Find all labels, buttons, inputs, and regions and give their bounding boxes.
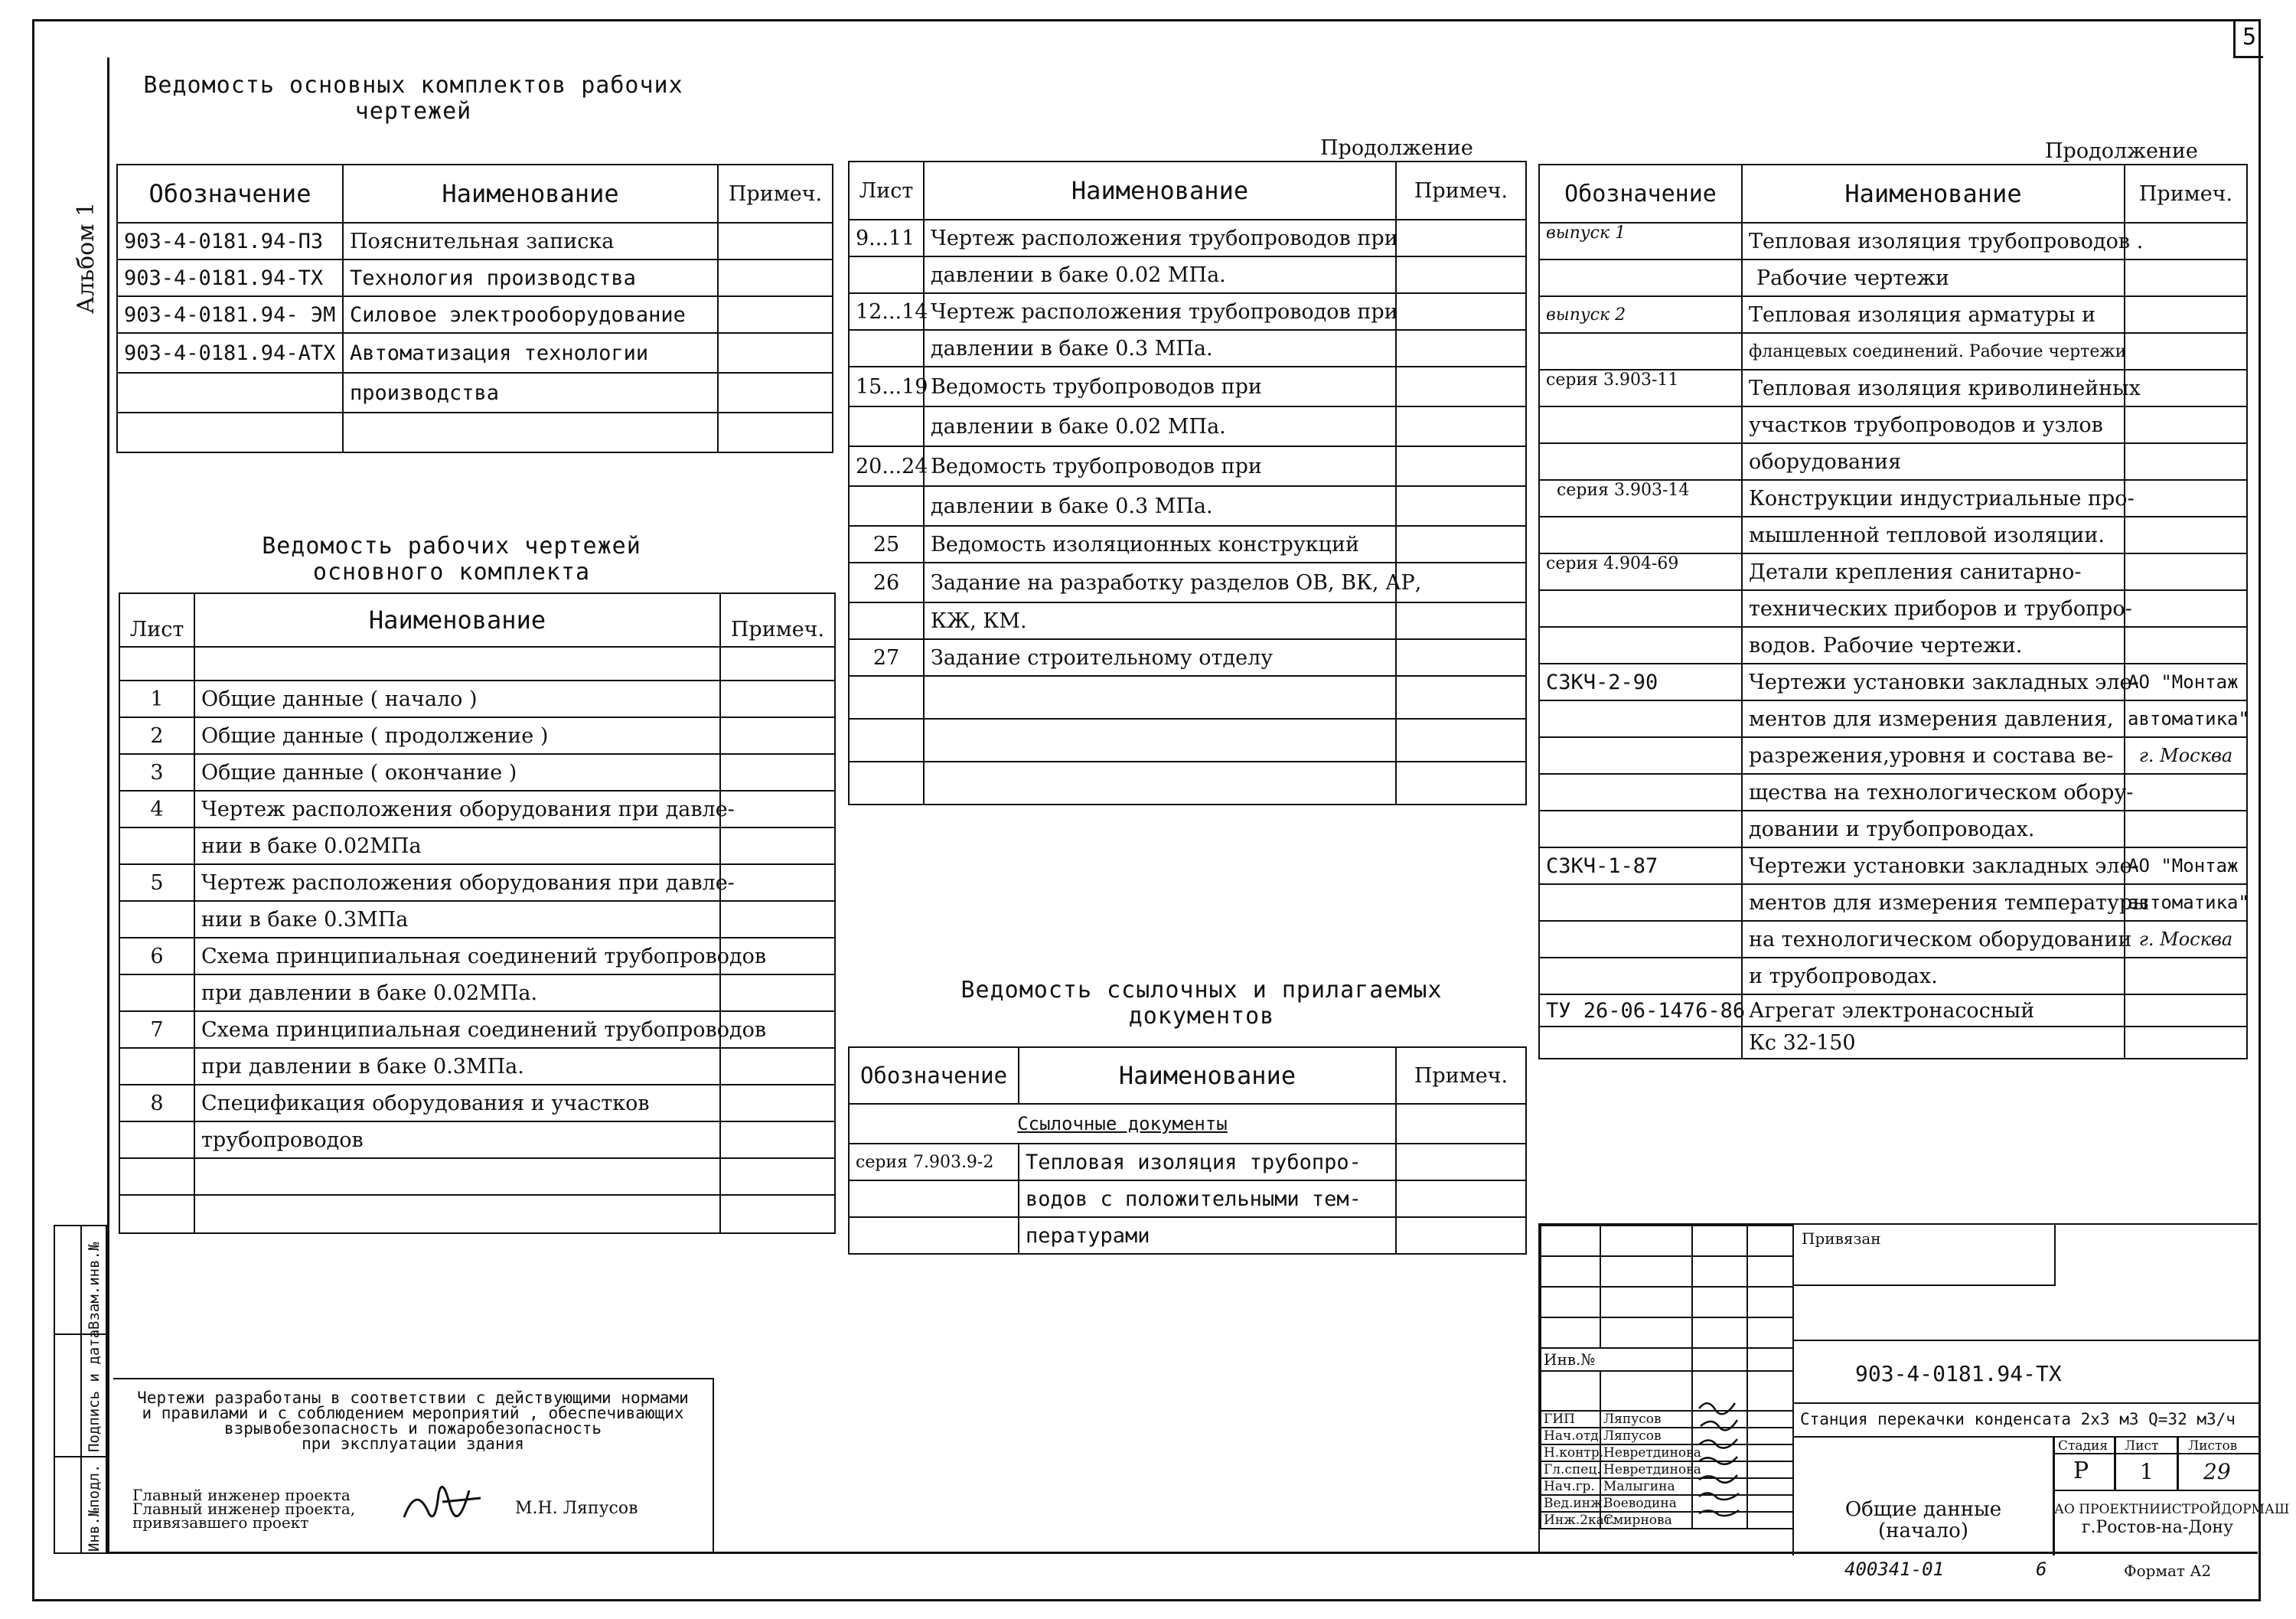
bound-label: Привязан	[1802, 1229, 1881, 1248]
table-cell	[1396, 676, 1526, 719]
table-cell	[194, 1195, 720, 1233]
table-cell	[849, 1217, 1019, 1254]
table-cell	[720, 827, 835, 864]
table-cell: участков трубопроводов и узлов	[1742, 406, 2125, 443]
working-drawings-heading-line2: основного комплекта	[312, 559, 591, 586]
staff-name: Невретдинова	[1600, 1461, 1692, 1478]
table-cell	[720, 901, 835, 938]
table-cell	[119, 647, 194, 681]
table-cell: Общие данные ( начало )	[194, 681, 720, 717]
table-cell	[1396, 1144, 1526, 1180]
table-cell: Тепловая изоляция трубопроводов .	[1742, 223, 2125, 259]
compliance-note	[113, 1378, 714, 1554]
table-cell	[1539, 737, 1742, 774]
staff-name: Невретдинова	[1600, 1444, 1692, 1461]
table-cell	[1396, 406, 1526, 446]
table-cell: водов с положительными тем-	[1019, 1180, 1396, 1217]
table-cell: трубопроводов	[194, 1121, 720, 1158]
reference-docs-heading-line2: документов	[1128, 1003, 1275, 1030]
table-cell	[720, 647, 835, 681]
table-cell: мышленной тепловой изоляции.	[1742, 517, 2125, 553]
basic-sets-heading-line2: чертежей	[354, 98, 472, 125]
table-cell	[2125, 517, 2247, 553]
table-cell: при давлении в баке 0.02МПа.	[194, 974, 720, 1011]
table-cell	[1539, 811, 1742, 847]
table-cell: Чертежи установки закладных эле-	[1742, 847, 2125, 884]
staff-role: Вед.инж.	[1541, 1495, 1600, 1512]
table-cell: г. Москва	[2125, 921, 2247, 958]
table-cell: 4	[119, 791, 194, 827]
table-cell: 15...19	[849, 367, 924, 406]
table-cell	[119, 1048, 194, 1085]
table-cell: Силовое электрооборудование	[343, 296, 718, 333]
table-cell: Общие данные ( окончание )	[194, 754, 720, 791]
table-cell	[720, 864, 835, 901]
organization	[2054, 1500, 2290, 1537]
table-cell	[720, 754, 835, 791]
table-cell	[2125, 223, 2247, 259]
table-cell	[119, 1158, 194, 1195]
table-cell	[718, 333, 833, 373]
table-cell: давлении в баке 0.02 МПа.	[924, 256, 1396, 293]
divider	[1794, 1402, 2261, 1404]
table-cell: 903-4-0181.94- ЭМ	[117, 296, 343, 333]
basic-sets-heading	[107, 73, 719, 125]
col-header-name: Наименование	[194, 593, 720, 647]
table-cell	[849, 406, 924, 446]
table-cell: 1	[119, 681, 194, 717]
table-cell	[2125, 1027, 2247, 1059]
table-cell	[1539, 1027, 1742, 1059]
table-cell	[1396, 639, 1526, 676]
table-cell: 6	[119, 938, 194, 974]
note-line: взрывобезопасность и пожаробезопасность	[223, 1419, 602, 1438]
table-cell: СЗКЧ-2-90	[1539, 664, 1742, 700]
table-cell: КЖ, КМ.	[924, 602, 1396, 639]
divider	[2114, 1436, 2116, 1490]
table-cell: Детали крепления санитарно-	[1742, 553, 2125, 590]
sheet-title	[1794, 1499, 2053, 1542]
table-cell	[720, 974, 835, 1011]
table-cell: 3	[119, 754, 194, 791]
title-block	[1538, 1223, 2290, 1554]
table-cell: 25	[849, 526, 924, 563]
side-stamp-sign: Подпись и дата	[86, 1329, 103, 1452]
col-header-designation: Обозначение	[117, 165, 343, 223]
table-cell	[1539, 406, 1742, 443]
table-cell: давлении в баке 0.3 МПа.	[924, 330, 1396, 367]
stage-header: Стадия	[2058, 1438, 2108, 1454]
side-stamp-repl: Взам.инв.№	[86, 1242, 103, 1330]
table-cell	[1539, 884, 1742, 921]
chief-engineer-name: М.Н. Ляпусов	[515, 1499, 638, 1518]
table-cell	[2125, 480, 2247, 517]
table-cell: автоматика"	[2125, 700, 2247, 737]
chief-engineer-label: Главный инженер проекта	[132, 1486, 351, 1504]
table-cell: АО "Монтаж	[2125, 664, 2247, 700]
table-cell: Агрегат электронасосный	[1742, 994, 2125, 1027]
table-cell: Тепловая изоляция криволинейных	[1742, 370, 2125, 406]
divider	[2177, 1436, 2179, 1490]
table-cell: оборудования	[1742, 443, 2125, 480]
note-line: при эксплуатации здания	[302, 1435, 524, 1453]
sheets-value: 29	[2203, 1459, 2231, 1484]
table-cell	[1396, 1180, 1526, 1217]
reference-docs-heading-line1: Ведомость ссылочных и прилагаемых	[960, 977, 1443, 1004]
table-cell	[849, 1180, 1019, 1217]
table-cell	[1396, 526, 1526, 563]
table-cell: выпуск 1	[1539, 223, 1742, 259]
table-cell	[849, 719, 924, 762]
table-cell: Кс 32-150	[1742, 1027, 2125, 1059]
table-cell	[2125, 774, 2247, 811]
table-cell	[2125, 370, 2247, 406]
table-cell	[2125, 994, 2247, 1027]
table-cell: ТУ 26-06-1476-86	[1539, 994, 1742, 1027]
table-cell	[720, 681, 835, 717]
table-cell: 903-4-0181.94-ТХ	[117, 259, 343, 296]
drawing-code: 903-4-0181.94-ТХ	[1855, 1361, 2062, 1386]
table-cell	[117, 413, 343, 452]
table-cell: и трубопроводах.	[1742, 958, 2125, 994]
table-cell	[2125, 590, 2247, 627]
table-cell: Чертеж расположения оборудования при давле-	[194, 864, 720, 901]
table-cell: Схема принципиальная соединений трубопроводов	[194, 1011, 720, 1048]
copy-number: 6	[2036, 1559, 2047, 1580]
table-cell: водов. Рабочие чертежи.	[1742, 627, 2125, 664]
note-line: и правилами и с соблюдением мероприятий , обеспечивающих	[142, 1404, 684, 1422]
sheet-title-line1: Общие данные	[1844, 1498, 2002, 1521]
table-cell	[718, 223, 833, 259]
signature-grid	[1540, 1225, 1794, 1529]
basic-sets-table	[116, 164, 833, 453]
table-cell	[1396, 1104, 1526, 1144]
col-header-name: Наименование	[924, 162, 1396, 220]
table-cell	[1539, 517, 1742, 553]
table-cell	[924, 762, 1396, 805]
table-cell	[1396, 762, 1526, 805]
col-header-note: Примеч.	[718, 165, 833, 223]
table-cell: 2	[119, 717, 194, 754]
inv-label: Инв.№	[1541, 1348, 1692, 1371]
table-cell	[1396, 1217, 1526, 1254]
table-cell	[1396, 367, 1526, 406]
staff-role: Инж.2кат.	[1541, 1512, 1600, 1529]
staff-role: Нач.отд.	[1541, 1428, 1600, 1444]
table-cell	[194, 647, 720, 681]
table-cell: Автоматизация технологии	[343, 333, 718, 373]
table-cell: производства	[343, 373, 718, 413]
chief-engineer-bound-label-2: привязавшего проект	[132, 1513, 309, 1532]
format-label: Формат А2	[2124, 1562, 2212, 1580]
table-cell: технических приборов и трубопро-	[1742, 590, 2125, 627]
table-cell: пературами	[1019, 1217, 1396, 1254]
table-cell	[1539, 443, 1742, 480]
table-cell	[1539, 921, 1742, 958]
table-cell: Рабочие чертежи	[1742, 259, 2125, 296]
archive-number: 400341-01	[1844, 1559, 1945, 1580]
table-cell: Технология производства	[343, 259, 718, 296]
table-cell	[2125, 443, 2247, 480]
table-cell: Чертежи установки закладных эле-	[1742, 664, 2125, 700]
table-cell	[720, 1121, 835, 1158]
divider	[1794, 1340, 2261, 1341]
col-header-designation: Обозначение	[1539, 165, 1742, 223]
table-cell: Конструкции индустриальные про-	[1742, 480, 2125, 517]
table-cell	[718, 259, 833, 296]
table-cell: 26	[849, 563, 924, 602]
table-cell: Задание на разработку разделов ОВ, ВК, АР,	[924, 563, 1396, 602]
staff-name: Ляпусов	[1600, 1411, 1692, 1428]
col-header-note: Примеч.	[1396, 1047, 1526, 1104]
table-cell: довании и трубопроводах.	[1742, 811, 2125, 847]
table-cell	[1539, 259, 1742, 296]
table-cell: Схема принципиальная соединений трубопроводов	[194, 938, 720, 974]
staff-name: Воеводина	[1600, 1495, 1692, 1512]
table-cell: АО "Монтаж	[2125, 847, 2247, 884]
table-cell: 27	[849, 639, 924, 676]
project-title: Станция перекачки конденсата 2х3 м3 Q=32 м3/ч	[1800, 1410, 2236, 1428]
table-cell: при давлении в баке 0.3МПа.	[194, 1048, 720, 1085]
sheet-title-line2: (начало)	[1878, 1519, 1968, 1542]
table-cell: 20...24	[849, 446, 924, 486]
staff-name: Малыгина	[1600, 1478, 1692, 1495]
table-cell: Ведомость трубопроводов при	[924, 446, 1396, 486]
table-cell: Ведомость изоляционных конструкций	[924, 526, 1396, 563]
table-cell	[2125, 811, 2247, 847]
table-cell	[2125, 627, 2247, 664]
working-drawings-heading-line1: Ведомость рабочих чертежей	[262, 533, 641, 560]
section-label: Ссылочные документы	[849, 1104, 1396, 1144]
table-cell	[343, 413, 718, 452]
reference-docs-table	[848, 1046, 1527, 1255]
table-cell: разрежения,уровня и состава ве-	[1742, 737, 2125, 774]
table-cell: 903-4-0181.94-ПЗ	[117, 223, 343, 259]
table-cell: 8	[119, 1085, 194, 1121]
side-stamp-inv: Инв.№подл.	[86, 1464, 103, 1552]
org-line1: АО ПРОЕКТНИИСТРОЙДОРМАШ	[2054, 1502, 2290, 1517]
continuation-table	[848, 161, 1527, 805]
table-cell	[2125, 296, 2247, 333]
org-line2: г.Ростов-на-Дону	[2081, 1518, 2234, 1537]
stage-value: Р	[2073, 1457, 2089, 1484]
table-cell	[849, 486, 924, 526]
table-cell	[1396, 719, 1526, 762]
table-cell: ментов для измерения давления,	[1742, 700, 2125, 737]
reference-docs-heading	[895, 978, 1508, 1030]
table-cell: автоматика"	[2125, 884, 2247, 921]
staff-role: Гл.спец.	[1541, 1461, 1600, 1478]
table-cell: Чертеж расположения трубопроводов при	[924, 220, 1396, 256]
staff-role: ГИП	[1541, 1411, 1600, 1428]
table-cell	[1396, 602, 1526, 639]
table-cell	[1539, 700, 1742, 737]
table-cell	[119, 1121, 194, 1158]
table-cell: ментов для измерения температуры	[1742, 884, 2125, 921]
note-line: Чертежи разработаны в соответствии с действующими нормами	[137, 1389, 689, 1407]
col-header-sheet: Лист	[119, 593, 194, 647]
signature-image	[396, 1471, 488, 1540]
table-cell	[1396, 330, 1526, 367]
col-header-note: Примеч.	[720, 593, 835, 647]
staff-signatures	[1693, 1397, 1746, 1550]
table-cell	[2125, 958, 2247, 994]
table-cell: СЗКЧ-1-87	[1539, 847, 1742, 884]
table-cell: Тепловая изоляция трубопро-	[1019, 1144, 1396, 1180]
table-cell: щества на технологическом обору-	[1742, 774, 2125, 811]
table-cell	[849, 602, 924, 639]
table-cell	[1396, 220, 1526, 256]
table-cell: г. Москва	[2125, 737, 2247, 774]
staff-role: Н.контр.	[1541, 1444, 1600, 1461]
table-cell: давлении в баке 0.3 МПа.	[924, 486, 1396, 526]
table-cell: фланцевых соединений. Рабочие чертежи	[1742, 333, 2125, 370]
table-cell	[924, 676, 1396, 719]
table-cell	[2125, 553, 2247, 590]
col-header-sheet: Лист	[849, 162, 924, 220]
table-cell: на технологическом оборудовании	[1742, 921, 2125, 958]
table-cell	[1539, 627, 1742, 664]
working-drawings-table	[119, 592, 836, 1234]
table-cell	[2125, 259, 2247, 296]
table-cell	[119, 901, 194, 938]
table-cell	[720, 1085, 835, 1121]
album-label: Альбом 1	[73, 201, 99, 314]
col-header-name: Наименование	[1742, 165, 2125, 223]
table-cell	[718, 296, 833, 333]
table-cell: 7	[119, 1011, 194, 1048]
table-cell: серия 3.903-11	[1539, 370, 1742, 406]
table-cell	[720, 1195, 835, 1233]
table-cell	[119, 974, 194, 1011]
table-cell	[849, 256, 924, 293]
table-cell	[720, 791, 835, 827]
table-cell	[720, 717, 835, 754]
table-cell: 903-4-0181.94-АТХ	[117, 333, 343, 373]
basic-sets-heading-line1: Ведомость основных комплектов рабочих	[143, 72, 683, 99]
table-cell: давлении в баке 0.02 МПа.	[924, 406, 1396, 446]
right-references-table	[1538, 164, 2248, 1059]
table-cell: Ведомость трубопроводов при	[924, 367, 1396, 406]
table-cell: нии в баке 0.3МПа	[194, 901, 720, 938]
table-cell	[718, 413, 833, 452]
table-cell	[1396, 486, 1526, 526]
table-cell: серия 4.904-69	[1539, 553, 1742, 590]
table-cell	[1396, 446, 1526, 486]
table-cell	[718, 373, 833, 413]
continuation-label: Продолжение	[1320, 136, 1473, 160]
table-cell	[924, 719, 1396, 762]
table-cell: нии в баке 0.02МПа	[194, 827, 720, 864]
working-drawings-heading	[145, 534, 758, 586]
table-cell	[1539, 333, 1742, 370]
col-header-name: Наименование	[343, 165, 718, 223]
table-cell: 5	[119, 864, 194, 901]
table-cell: Общие данные ( продолжение )	[194, 717, 720, 754]
page-number: 5	[2233, 19, 2263, 58]
table-cell	[2125, 333, 2247, 370]
continuation-label: Продолжение	[2045, 139, 2198, 163]
table-cell	[119, 827, 194, 864]
staff-role: Нач.гр.	[1541, 1478, 1600, 1495]
table-cell	[849, 330, 924, 367]
table-cell	[1539, 774, 1742, 811]
sheet-value: 1	[2140, 1459, 2154, 1484]
table-cell	[1396, 293, 1526, 330]
table-cell	[117, 373, 343, 413]
table-cell	[1396, 256, 1526, 293]
col-header-designation: Обозначение	[849, 1047, 1019, 1104]
table-cell: серия 7.903.9-2	[849, 1144, 1019, 1180]
table-cell: Спецификация оборудования и участков	[194, 1085, 720, 1121]
sheets-header: Листов	[2188, 1438, 2238, 1454]
table-cell: 9...11	[849, 220, 924, 256]
chief-engineer-bound-label-1: Главный инженер проекта,	[132, 1500, 356, 1518]
table-cell	[1539, 958, 1742, 994]
table-cell: Тепловая изоляция арматуры и	[1742, 296, 2125, 333]
side-stamp	[54, 1225, 107, 1554]
title-main	[1792, 1225, 2290, 1555]
table-cell	[119, 1195, 194, 1233]
col-header-name: Наименование	[1019, 1047, 1396, 1104]
table-cell	[1539, 590, 1742, 627]
table-cell: выпуск 2	[1539, 296, 1742, 333]
staff-name: Смирнова	[1600, 1512, 1692, 1529]
divider	[1794, 1436, 2261, 1438]
table-cell: Чертеж расположения оборудования при давле-	[194, 791, 720, 827]
table-cell: Пояснительная записка	[343, 223, 718, 259]
divider	[2053, 1490, 2261, 1491]
table-cell	[849, 676, 924, 719]
table-cell: Задание строительному отделу	[924, 639, 1396, 676]
staff-name: Ляпусов	[1600, 1428, 1692, 1444]
table-cell: серия 3.903-14	[1539, 480, 1742, 517]
sheet-header: Лист	[2125, 1438, 2159, 1454]
table-cell: Чертеж расположения трубопроводов при	[924, 293, 1396, 330]
table-cell	[720, 1158, 835, 1195]
table-cell	[2125, 406, 2247, 443]
table-cell	[720, 1048, 835, 1085]
table-cell: 12...14	[849, 293, 924, 330]
col-header-note: Примеч.	[2125, 165, 2247, 223]
col-header-note: Примеч.	[1396, 162, 1526, 220]
table-cell	[194, 1158, 720, 1195]
table-cell	[849, 762, 924, 805]
